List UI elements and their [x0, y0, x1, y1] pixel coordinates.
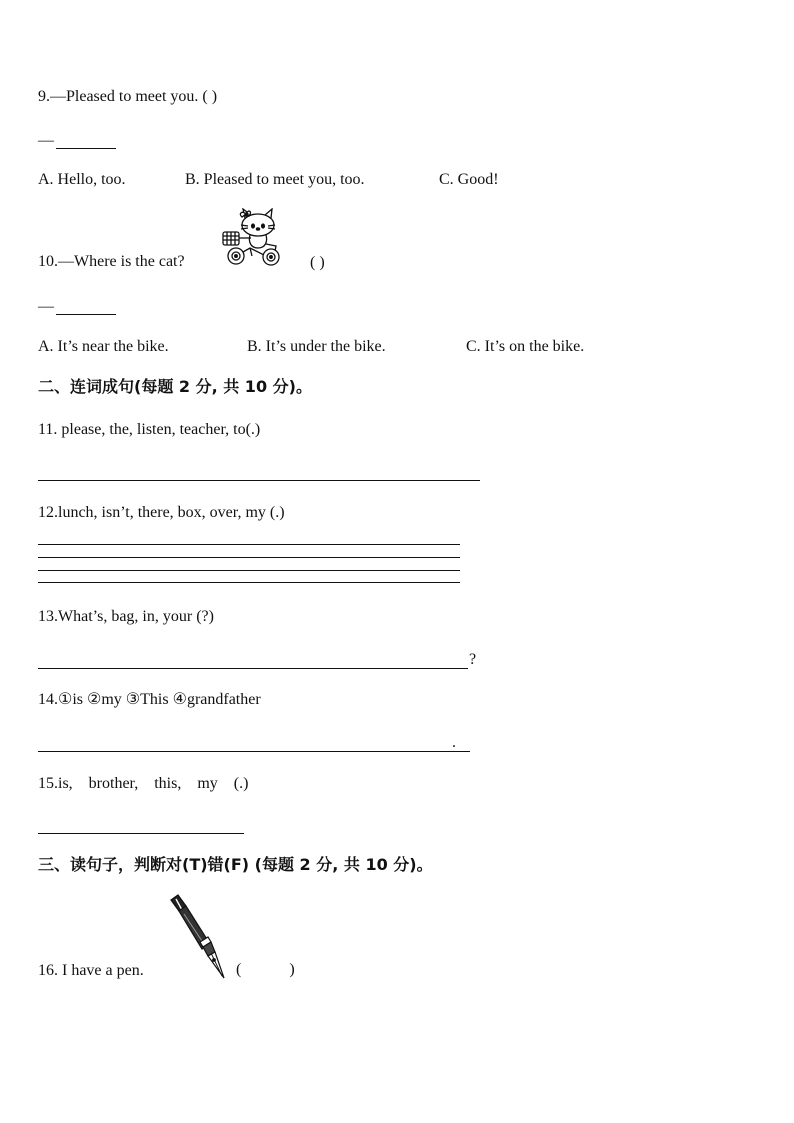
q10-option-c: C. It’s on the bike.: [466, 338, 585, 355]
q10-prompt: 10.—Where is the cat?: [38, 253, 185, 270]
q9-answer-dash: —: [38, 132, 54, 149]
q9-option-c: C. Good!: [439, 171, 499, 188]
q9-option-b: B. Pleased to meet you, too.: [185, 171, 365, 188]
q16-answer-paren: ( ): [236, 961, 295, 978]
q14-prompt: 14.①is ②my ③This ④grandfather: [38, 691, 261, 708]
q15-prompt: 15.is, brother, this, my (.): [38, 775, 249, 792]
q13-answer-line[interactable]: [38, 668, 468, 669]
q12-prompt: 12.lunch, isn’t, there, box, over, my (.): [38, 504, 285, 521]
hello-kitty-on-bike-icon: [218, 208, 290, 268]
q14-end-mark: .: [452, 734, 456, 751]
q11-prompt: 11. please, the, listen, teacher, to(.): [38, 421, 261, 438]
q13-end-mark: ?: [469, 651, 477, 668]
q12-answer-line-2[interactable]: [38, 557, 460, 558]
q10-option-b: B. It’s under the bike.: [247, 338, 386, 355]
q13-prompt: 13.What’s, bag, in, your (?): [38, 608, 214, 625]
fountain-pen-icon: [166, 894, 228, 982]
q10-answer-paren: ( ): [310, 254, 325, 271]
q15-answer-line[interactable]: [38, 833, 244, 834]
q12-answer-line-1[interactable]: [38, 544, 460, 545]
section3-heading: 三、读句子，判断对(T)错(F) (每题 2 分, 共 10 分)。: [38, 855, 433, 874]
q9-option-a: A. Hello, too.: [38, 171, 126, 188]
q10-answer-blank[interactable]: [56, 314, 116, 315]
q9-answer-blank[interactable]: [56, 148, 116, 149]
q12-answer-line-4[interactable]: [38, 582, 460, 583]
q12-answer-line-3[interactable]: [38, 570, 460, 571]
section2-heading: 二、连词成句(每题 2 分, 共 10 分)。: [38, 377, 312, 396]
q11-answer-line[interactable]: [38, 480, 480, 481]
q16-prompt: 16. I have a pen.: [38, 962, 144, 979]
q9-prompt: 9.—Pleased to meet you. ( ): [38, 88, 218, 105]
q10-answer-dash: —: [38, 298, 54, 315]
q10-option-a: A. It’s near the bike.: [38, 338, 169, 355]
q14-answer-line[interactable]: [38, 751, 470, 752]
